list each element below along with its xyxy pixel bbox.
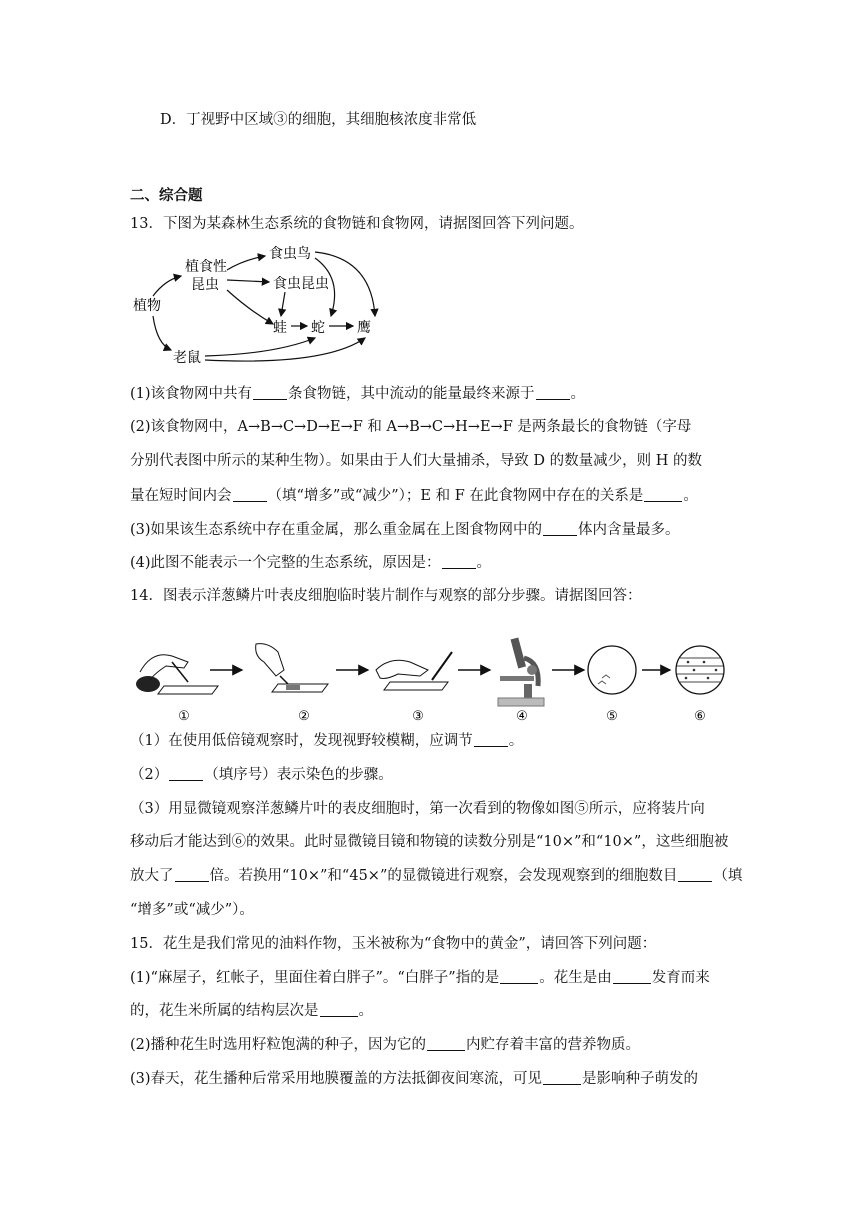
q15-p1-text-e: 。 [358, 1003, 373, 1019]
q15-p3-text-a: (3)春天，花生播种后常采用地膜覆盖的方法抵御夜间寒流，可见 [130, 1071, 543, 1087]
step-label-4: ④ [516, 709, 528, 724]
q14-part1 [130, 731, 523, 751]
q14-p3-text-c: （填 [713, 868, 743, 884]
section-title: 二、综合题 [130, 188, 203, 204]
q13-part2-line3 [130, 486, 698, 506]
answer-blank[interactable] [169, 766, 203, 781]
q15-part1-line2 [130, 1001, 373, 1021]
step1-illustration [136, 655, 218, 694]
q13-part4 [130, 553, 491, 573]
q14-p2-text-a: （2） [130, 767, 169, 783]
q13-part3 [130, 520, 680, 540]
q15-p3-text-b: 是影响种子萌发的 [582, 1071, 699, 1087]
q15-p2-text-a: (2)播种花生时选用籽粒饱满的种子，因为它的 [130, 1037, 427, 1053]
node-eagle: 鹰 [357, 320, 371, 336]
answer-blank[interactable] [320, 1002, 358, 1017]
q13-part1 [130, 384, 585, 404]
step2-illustration [256, 644, 328, 692]
q14-p3-text-b: 倍。若换用“10×”和“45×”的显微镜进行观察，会发现观察到的细胞数目 [209, 868, 678, 884]
q13-p1-text-c: 。 [570, 386, 586, 402]
answer-blank[interactable] [536, 385, 570, 400]
q14-p1-text-a: （1）在使用低倍镜观察时，发现视野较模糊，应调节 [130, 733, 473, 749]
q13-p3-text-a: (3)如果该生态系统中存在重金属，那么重金属在上图食物网中的 [130, 522, 543, 538]
node-herbivorous-insect-line2: 昆虫 [191, 277, 219, 293]
answer-blank[interactable] [678, 867, 712, 882]
q13-stem: 13．下图为某森林生态系统的食物链和食物网，请据图回答下列问题。 [130, 216, 584, 232]
q15-stem: 15．花生是我们常见的油料作物，玉米被称为“食物中的黄金”，请回答下列问题： [130, 936, 657, 952]
q14-part2 [130, 765, 393, 785]
q14-stem: 14．图表示洋葱鳞片叶表皮细胞临时装片制作与观察的部分步骤。请据图回答： [130, 588, 642, 604]
answer-blank[interactable] [500, 969, 538, 984]
answer-blank[interactable] [175, 867, 209, 882]
q15-part2 [130, 1035, 640, 1055]
q14-part3-line2: 移动后才能达到⑥的效果。此时显微镜目镜和物镜的读数分别是“10×”和“10×”，这些细胞被 [130, 834, 729, 850]
answer-blank[interactable] [543, 521, 577, 536]
q14-p3-text-a: 放大了 [130, 868, 174, 884]
answer-blank[interactable] [644, 487, 682, 502]
node-plant: 植物 [133, 298, 161, 314]
q13-part2-line1: (2)该食物网中，A→B→C→D→E→F 和 A→B→C→H→E→F 是两条最长的食物链（字母 [130, 419, 692, 435]
q13-p4-text-a: (4)此图不能表示一个完整的生态系统，原因是： [130, 555, 441, 571]
q15-p2-text-b: 内贮存着丰富的营养物质。 [466, 1037, 641, 1053]
q13-p3-text-b: 体内含量最多。 [578, 522, 680, 538]
q13-p1-text-a: (1)该食物网中共有 [130, 386, 253, 402]
microscope-icon [498, 637, 544, 706]
answer-blank[interactable] [427, 1036, 465, 1051]
q15-part3 [130, 1069, 698, 1089]
field-of-view-6 [676, 646, 724, 694]
q13-p1-text-b: 条食物链，其中流动的能量最终来源于 [288, 386, 535, 402]
q15-part1-line1 [130, 968, 710, 988]
q13-p2-text-a: 量在短时间内会 [130, 488, 232, 504]
q15-p1-text-b: 。花生是由 [539, 970, 612, 986]
step3-illustration [376, 652, 452, 690]
q14-part3-line4: “增多”或“减少”）。 [130, 902, 254, 918]
answer-blank[interactable] [442, 554, 476, 569]
step-label-2: ② [298, 709, 310, 724]
answer-blank[interactable] [474, 732, 508, 747]
q14-part3-line3 [130, 866, 742, 886]
q13-p4-text-b: 。 [476, 555, 492, 571]
node-insect-bird: 食虫鸟 [269, 246, 311, 262]
answer-blank[interactable] [233, 487, 267, 502]
q14-part3-line1: （3）用显微镜观察洋葱鳞片叶的表皮细胞时，第一次看到的物像如图⑤所示，应将装片向 [130, 801, 705, 817]
node-insectivorous-insect: 食虫昆虫 [273, 276, 329, 292]
slide-preparation-steps [128, 632, 728, 724]
answer-blank[interactable] [253, 385, 287, 400]
q15-p1-text-a: (1)“麻屋子，红帐子，里面住着白胖子”。“白胖子”指的是 [130, 970, 500, 986]
q15-p1-text-d: 的，花生米所属的结构层次是 [130, 1003, 319, 1019]
answer-blank[interactable] [613, 969, 651, 984]
q13-p2-text-b: （填“增多”或“减少”）；E 和 F 在此食物网中存在的关系是 [267, 488, 644, 504]
node-mouse: 老鼠 [173, 350, 201, 366]
node-snake: 蛇 [311, 320, 325, 336]
answer-blank[interactable] [543, 1070, 581, 1085]
field-of-view-5 [588, 646, 636, 694]
q14-p1-text-b: 。 [508, 733, 524, 749]
q13-p2-text-c: 。 [683, 488, 698, 504]
step-label-5: ⑤ [606, 709, 618, 724]
step-label-1: ① [178, 709, 190, 724]
q13-part2-line2: 分别代表图中所示的某种生物）。如果由于人们大量捕杀，导致 D 的数量减少，则 H 的数 [130, 453, 702, 469]
step-label-3: ③ [412, 709, 424, 724]
q14-p2-text-b: （填序号）表示染色的步骤。 [204, 767, 393, 783]
q15-p1-text-c: 发育而来 [651, 970, 710, 986]
option-d: D．丁视野中区域③的细胞，其细胞核浓度非常低 [160, 112, 477, 128]
node-frog: 蛙 [273, 320, 287, 336]
step-label-6: ⑥ [694, 709, 706, 724]
node-herbivorous-insect-line1: 植食性 [185, 259, 227, 275]
food-web-diagram [125, 238, 405, 374]
